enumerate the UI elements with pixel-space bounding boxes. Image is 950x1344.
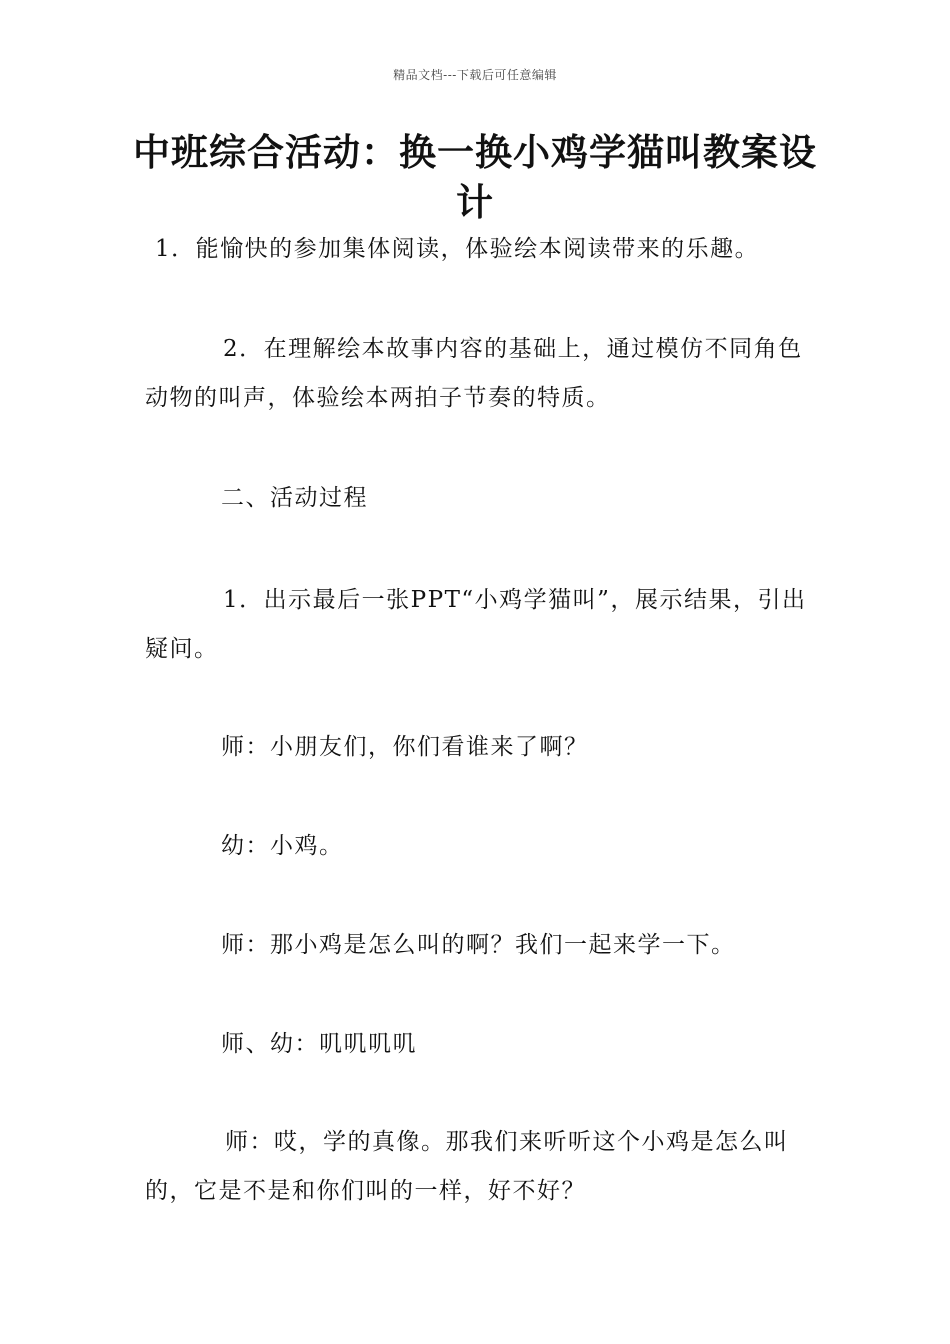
paragraph-step-1: 1．出示最后一张PPT“小鸡学猫叫”，展示结果，引出疑问。: [145, 587, 807, 662]
section-heading-process: 二、活动过程: [221, 485, 368, 511]
paragraph-goal-2: 2．在理解绘本故事内容的基础上，通过模仿不同角色动物的叫声，体验绘本两拍子节奏的特质。: [145, 336, 803, 411]
dialogue-line: 师：小朋友们，你们看谁来了啊？: [221, 734, 589, 760]
paragraph-goal-1: 1．能愉快的参加集体阅读，体验绘本阅读带来的乐趣。: [155, 236, 760, 262]
dialogue-line: 幼：小鸡。: [221, 833, 344, 859]
page-header: 精品文档---下载后可任意编辑: [393, 68, 557, 82]
dialogue-line: 师、幼：叽叽叽叽: [221, 1031, 417, 1057]
dialogue-line: 师：哎，学的真像。那我们来听听这个小鸡是怎么叫的，它是不是和你们叫的一样，好不好？: [145, 1129, 789, 1204]
dialogue-line: 师：那小鸡是怎么叫的啊？我们一起来学一下。: [221, 932, 736, 958]
document-title: 中班综合活动：换一换小鸡学猫叫教案设计: [133, 131, 817, 224]
